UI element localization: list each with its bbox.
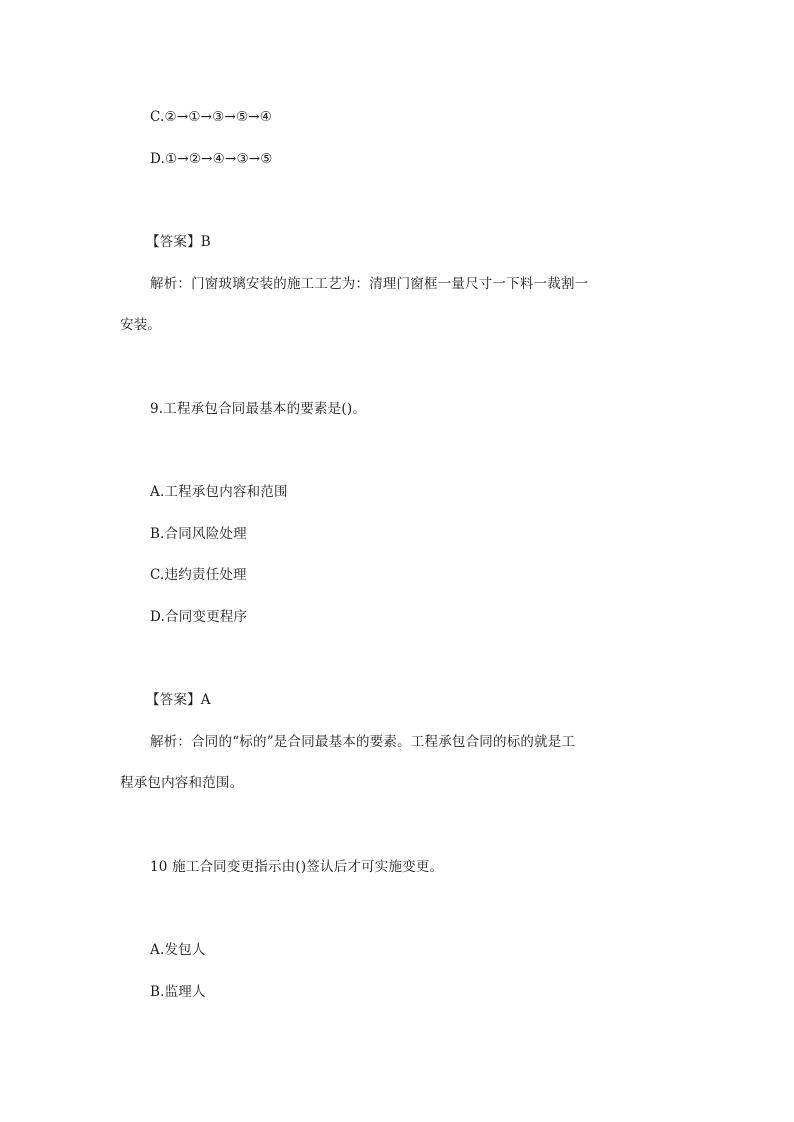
option-d: D.①→②→④→③→⑤ — [150, 151, 273, 167]
question-9-answer: 【答案】A — [146, 692, 211, 708]
question-10-option-b: B.监理人 — [150, 984, 206, 1000]
option-c: C.②→①→③→⑤→④ — [150, 109, 273, 125]
question-9-option-b: B.合同风险处理 — [150, 526, 247, 542]
analysis-text: 解析：门窗玻璃安装的施工工艺为：清理门窗框一量尺寸一下料一裁割一 — [150, 276, 589, 292]
question-9-option-a: A.工程承包内容和范围 — [150, 484, 288, 500]
question-9-analysis-continued: 程承包内容和范围。 — [120, 775, 244, 791]
analysis-text-continued: 安装。 — [120, 317, 162, 333]
question-10-option-a: A.发包人 — [150, 942, 206, 958]
question-9-option-c: C.违约责任处理 — [150, 567, 247, 583]
answer-label: 【答案】B — [146, 234, 211, 250]
question-9-option-d: D.合同变更程序 — [150, 609, 248, 625]
question-9-stem: 9.工程承包合同最基本的要素是()。 — [150, 401, 367, 417]
question-9-analysis: 解析：合同的“标的”是合同最基本的要素。工程承包合同的标的就是工 — [150, 734, 576, 750]
question-10-stem: 10 施工合同变更指示由()签认后才可实施变更。 — [150, 859, 444, 875]
